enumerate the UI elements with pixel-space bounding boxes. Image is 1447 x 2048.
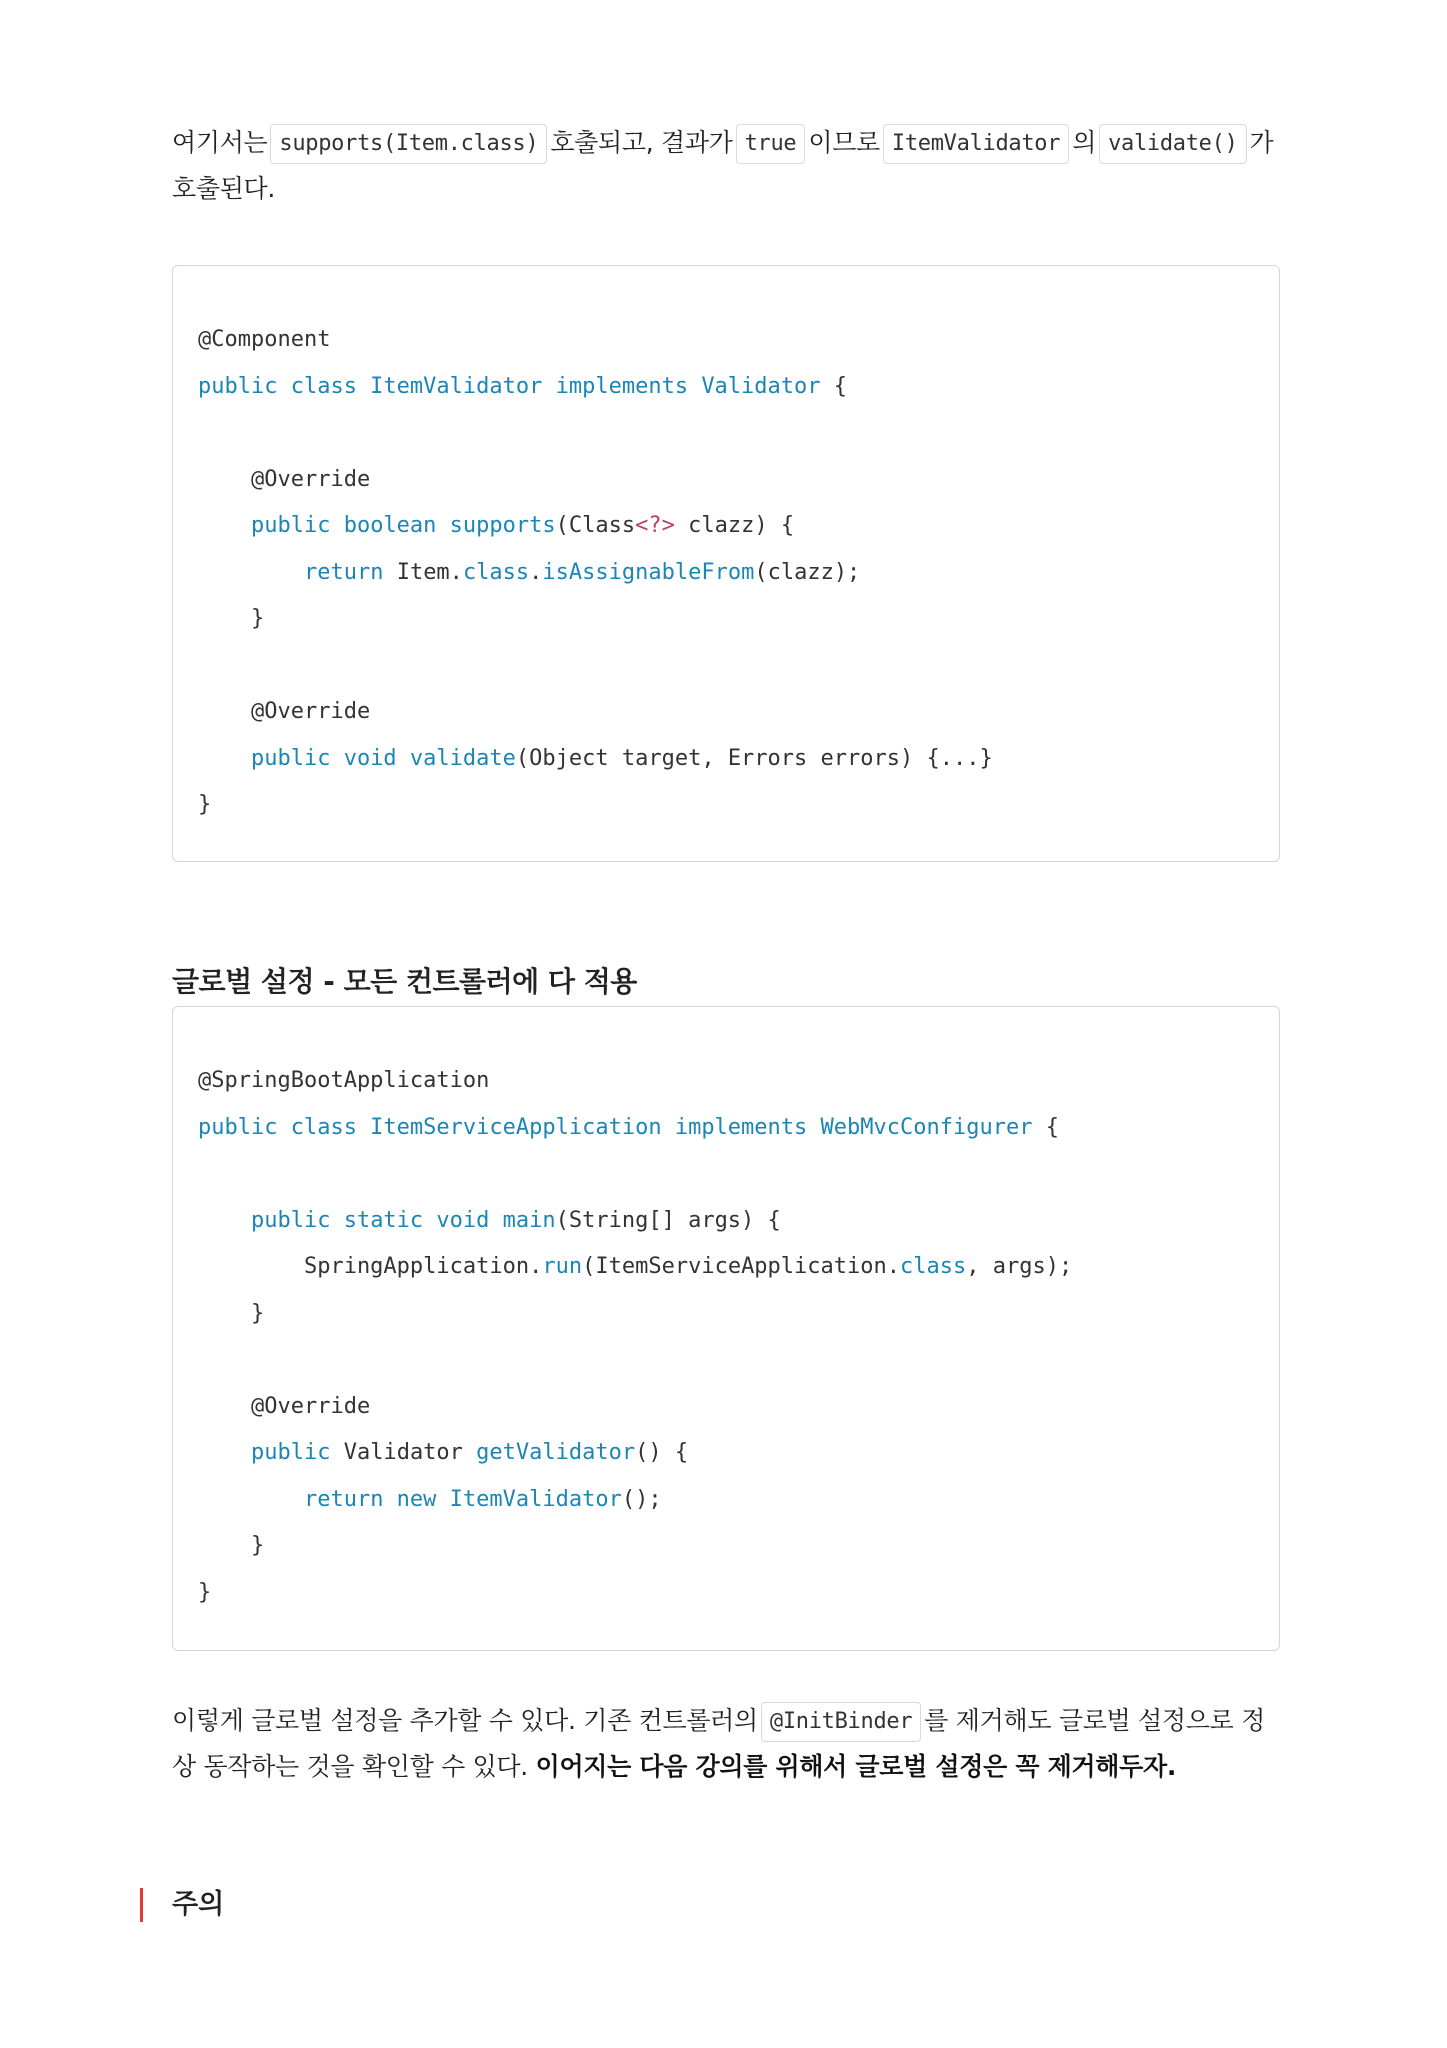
- code-token: run: [542, 1254, 583, 1279]
- code-token: class: [900, 1254, 967, 1279]
- code-token: Item.: [383, 559, 463, 585]
- code-line: [198, 1523, 264, 1569]
- code-token: @Component: [198, 327, 331, 352]
- outro-bold-text: 이어지는 다음 강의를 위해서 글로벌 설정은 꼭 제거해두자.: [535, 1752, 1177, 1781]
- code-token: <?>: [635, 513, 675, 538]
- code-line: [198, 596, 264, 642]
- code-line: [198, 1477, 662, 1523]
- code-token: [198, 746, 251, 771]
- code-token: @Override: [198, 466, 371, 492]
- code-token: (Class: [555, 513, 636, 538]
- code-token: public class ItemValidator implements Validator: [198, 373, 821, 399]
- code-token: }: [198, 1533, 265, 1558]
- code-line: [198, 1570, 211, 1616]
- code-line: [198, 689, 370, 735]
- code-line: [198, 1430, 688, 1476]
- outro-paragraph: [172, 1698, 1282, 1790]
- code-line: [198, 1244, 1072, 1290]
- code-token: () {: [635, 1440, 689, 1465]
- code-line: [198, 1198, 781, 1244]
- code-token: }: [198, 1579, 212, 1605]
- code-line: [198, 550, 860, 596]
- code-line: [198, 1058, 489, 1104]
- note-title: 주의: [172, 1889, 225, 1920]
- code-token: ();: [621, 1486, 662, 1512]
- code-token: [198, 1208, 251, 1233]
- code-token: public boolean supports: [250, 513, 556, 538]
- code-token: [198, 1440, 251, 1465]
- intro-paragraph: [172, 120, 1282, 212]
- code-line: [198, 736, 993, 782]
- code-token: , args);: [966, 1254, 1073, 1279]
- code-line: [198, 1105, 1059, 1151]
- inline-code-initbinder: @InitBinder: [761, 1702, 921, 1742]
- code-token: isAssignableFrom: [542, 559, 755, 585]
- code-token: return: [303, 559, 384, 585]
- code-block-application[interactable]: [172, 1006, 1280, 1651]
- inline-code-supports: supports(Item.class): [270, 124, 547, 164]
- note-accent-bar: [140, 1888, 143, 1922]
- code-token: }: [198, 792, 212, 817]
- intro-text-1: 여기서는: [172, 128, 268, 157]
- code-token: (Object target, Errors errors) {...}: [515, 745, 993, 771]
- code-token: @Override: [198, 1393, 371, 1419]
- code-token: class: [462, 559, 530, 585]
- code-token: (ItemServiceApplication.: [582, 1254, 901, 1279]
- inline-code-validate: validate(): [1099, 124, 1246, 164]
- code-line: [198, 457, 370, 503]
- code-token: (String[] args) {: [555, 1207, 781, 1233]
- code-token: }: [198, 1300, 265, 1326]
- code-line: [198, 1291, 264, 1337]
- code-token: {: [1032, 1114, 1059, 1140]
- code-line: [198, 503, 794, 549]
- code-token: public: [250, 1440, 331, 1465]
- code-token: {: [820, 373, 848, 399]
- intro-text-5: 가 호출된다.: [172, 128, 1274, 203]
- code-token: public void validate: [250, 745, 516, 771]
- intro-text-4: 의: [1072, 128, 1097, 157]
- code-line: [198, 364, 847, 410]
- code-token: public class ItemServiceApplication implements WebMvcConfigurer: [198, 1114, 1033, 1140]
- code-token: @Override: [198, 699, 371, 724]
- outro-text-2: 를 제거해도 글로벌 설정으로 정상 동작하는 것을 확인할 수 있다.: [172, 1706, 1265, 1781]
- code-token: return new ItemValidator: [303, 1486, 622, 1512]
- section-heading: 글로벌 설정 - 모든 컨트롤러에 다 적용: [172, 965, 637, 998]
- inline-code-itemvalidator: ItemValidator: [883, 124, 1069, 164]
- code-token: }: [198, 606, 265, 631]
- code-line: [198, 1384, 370, 1430]
- code-token: [198, 1487, 304, 1512]
- code-token: [198, 513, 251, 538]
- code-token: (clazz);: [754, 559, 861, 585]
- intro-text-2: 호출되고, 결과가: [550, 128, 733, 157]
- code-token: getValidator: [476, 1440, 636, 1465]
- code-token: clazz) {: [674, 513, 795, 538]
- code-token: public static void main: [250, 1207, 556, 1233]
- code-token: [198, 560, 304, 585]
- code-token: @SpringBootApplication: [198, 1068, 490, 1093]
- code-line: [198, 317, 330, 363]
- inline-code-true: true: [736, 124, 806, 164]
- code-block-item-validator[interactable]: [172, 265, 1280, 862]
- code-token: .: [529, 559, 543, 585]
- code-token: SpringApplication.: [198, 1254, 543, 1279]
- code-line: [198, 782, 211, 828]
- code-token: Validator: [330, 1440, 477, 1465]
- outro-text-1: 이렇게 글로벌 설정을 추가할 수 있다. 기존 컨트롤러의: [172, 1706, 758, 1735]
- intro-text-3: 이므로: [808, 128, 880, 157]
